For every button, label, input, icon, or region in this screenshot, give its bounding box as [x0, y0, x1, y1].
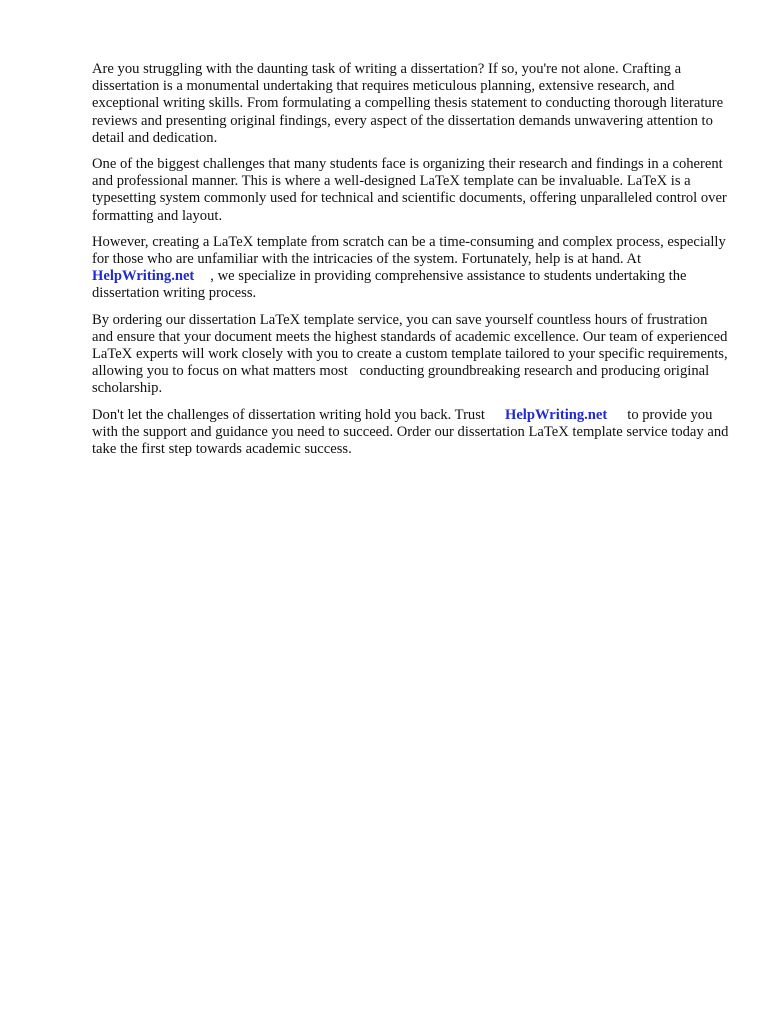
document-body [92, 61, 732, 467]
paragraph-call-to-action [92, 407, 732, 459]
paragraph-help [92, 234, 732, 303]
paragraph-intro: Are you struggling with the daunting task of writing a dissertation? If so, you're not alone. Crafting a dissertation is a monumental undertaking that requires meticulous planning, extensive research, and exceptional writing skills. From formulating a compelling thesis statement to conducting thorough literature reviews and presenting original findings, every aspect of the dissertation demands unwavering attention to detail and dedication. [92, 61, 724, 146]
paragraph-help-text-after: , we specialize in providing comprehensive assistance to students undertaking the dissertation writing process. [92, 268, 687, 302]
paragraph-cta-text-before: Don't let the challenges of dissertation writing hold you back. Trust [92, 406, 485, 423]
paragraph-service-text-before: By ordering our dissertation LaTeX template service, you can save yourself countless hours of frustration and ensure that your document meets the highest standards of academic excellence. Our team of experienced LaTeX experts will work closely with you to create a custom template tailored to your specific requirements, allowing you to focus on what matters most [92, 311, 728, 380]
helpwriting-link[interactable]: HelpWriting.net [92, 268, 195, 285]
paragraph-help-text-before: However, creating a LaTeX template from scratch can be a time-consuming and complex process, especially for those who are unfamiliar with the intricacies of the system. Fortunately, help is at hand. At [92, 233, 726, 268]
paragraph-cta-text-after: to provide you with the support and guidance you need to succeed. Order our dissertation LaTeX template service today and take the first step towards academic success. [92, 406, 729, 458]
helpwriting-link-cta[interactable]: HelpWriting.net [504, 406, 608, 423]
paragraph-service [92, 312, 732, 398]
paragraph-challenges: One of the biggest challenges that many students face is organizing their research and findings in a coherent and professional manner. This is where a well-designed LaTeX template can be invaluable. LaTeX is a typesetting system commonly used for technical and scientific documents, offering unparalleled control over formatting and layout. [92, 156, 727, 224]
paragraph-service-text-after: conducting groundbreaking research and producing original scholarship. [92, 363, 710, 397]
